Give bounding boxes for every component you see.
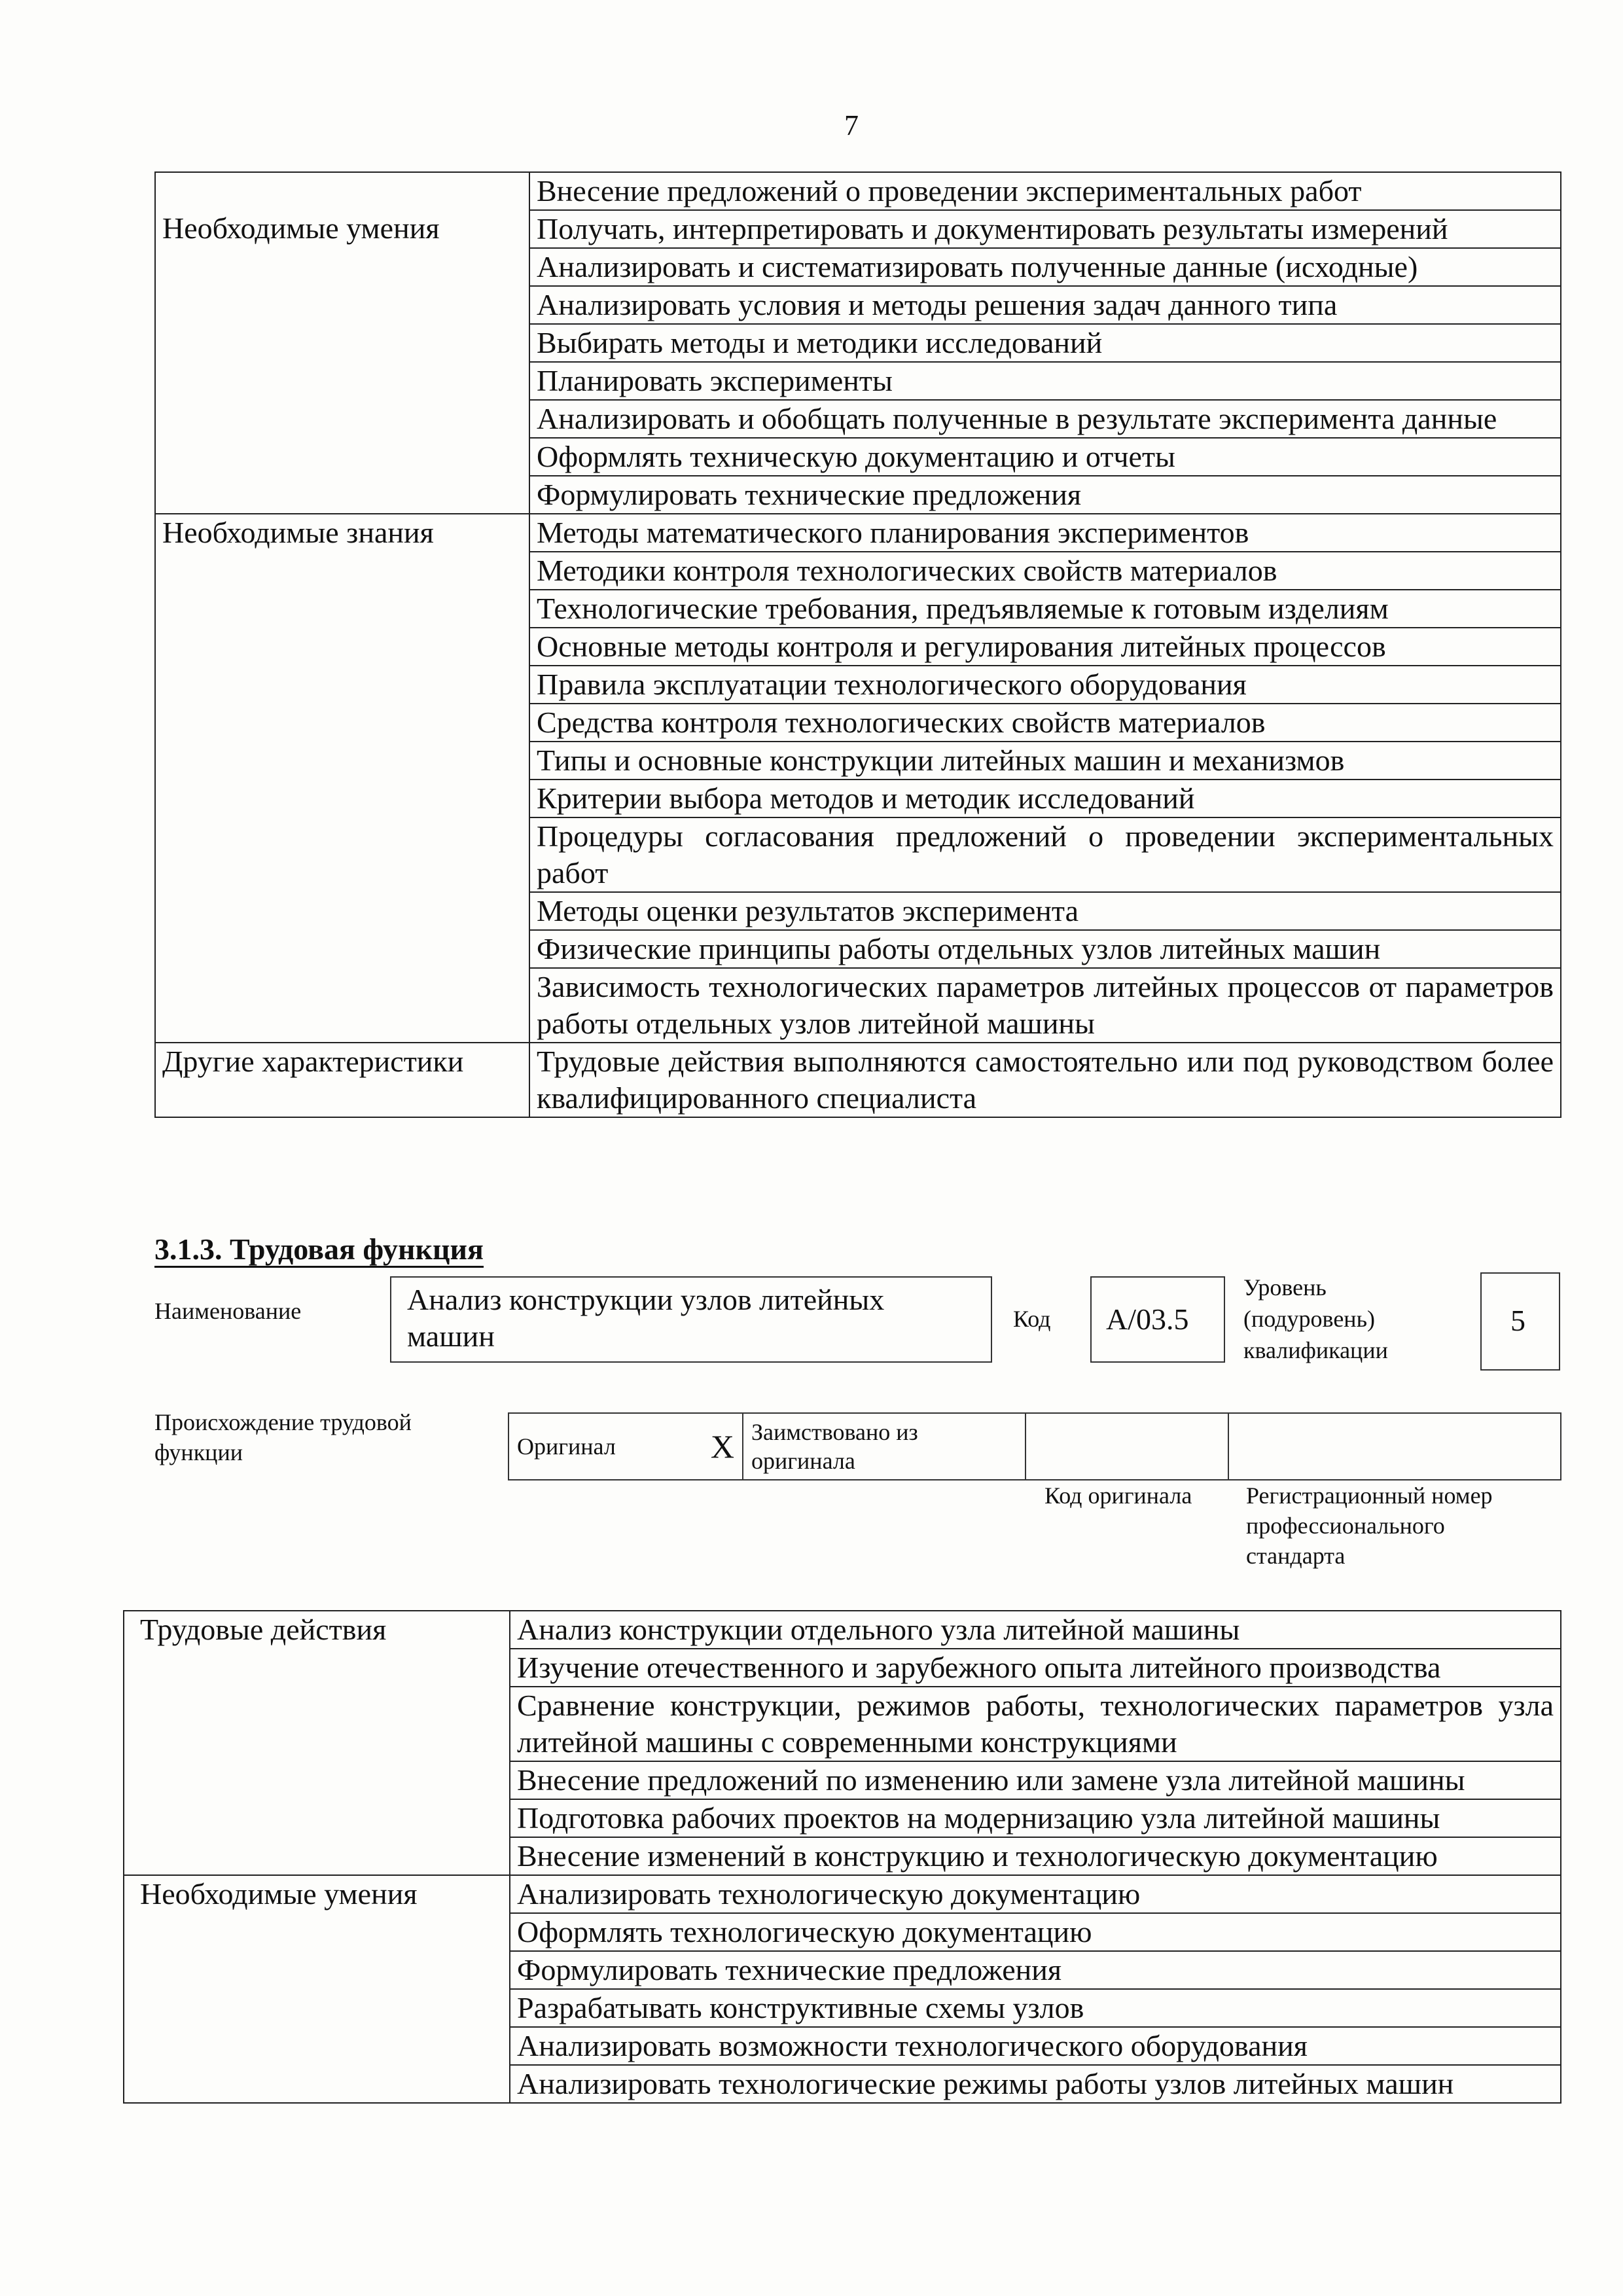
table-row: Изучение отечественного и зарубежного опыта литейного производства bbox=[510, 1649, 1561, 1687]
name-value-line2: машин bbox=[407, 1319, 495, 1353]
table-cell-empty bbox=[155, 817, 529, 892]
table-row: Критерии выбора методов и методик исследований bbox=[529, 780, 1561, 817]
table-cell-empty bbox=[155, 968, 529, 1043]
table-row: Анализировать возможности технологического оборудования bbox=[510, 2027, 1561, 2065]
table-cell-empty bbox=[124, 1913, 510, 1951]
origin-table bbox=[508, 1412, 1561, 1480]
table-row: Внесение предложений по изменению или замене узла литейной машины bbox=[510, 1761, 1561, 1799]
table-cell-empty bbox=[155, 438, 529, 476]
table-row: Основные методы контроля и регулирования литейных процессов bbox=[529, 628, 1561, 666]
code-value: A/03.5 bbox=[1106, 1302, 1189, 1336]
table-cell-empty bbox=[155, 324, 529, 362]
table-row: Анализировать технологические режимы работы узлов литейных машин bbox=[510, 2065, 1561, 2103]
table-cell-empty bbox=[155, 930, 529, 968]
table-row: Формулировать технические предложения bbox=[529, 476, 1561, 514]
reg-caption-line3: стандарта bbox=[1246, 1543, 1346, 1569]
table-cell-empty bbox=[155, 172, 529, 210]
table-row: Анализ конструкции отдельного узла литейной машины bbox=[510, 1611, 1561, 1649]
actions-label: Трудовые действия bbox=[124, 1611, 510, 1649]
table-row: Получать, интерпретировать и документировать результаты измерений bbox=[529, 210, 1561, 248]
origin-label-line1: Происхождение трудовой bbox=[154, 1409, 412, 1435]
skills-label: Необходимые умения bbox=[124, 1875, 510, 1913]
table-cell-empty bbox=[155, 666, 529, 704]
table-cell-empty bbox=[155, 780, 529, 817]
table-row: Средства контроля технологических свойств материалов bbox=[529, 704, 1561, 742]
requirements-table-1 bbox=[154, 171, 1561, 1118]
table-cell-empty bbox=[124, 1649, 510, 1687]
reg-number-cell bbox=[1228, 1413, 1561, 1480]
table-cell-empty bbox=[155, 362, 529, 400]
table-row: Планировать эксперименты bbox=[529, 362, 1561, 400]
table-cell-empty bbox=[155, 286, 529, 324]
level-label-line2: (подуровень) bbox=[1243, 1306, 1375, 1332]
table-row: Анализировать технологическую документацию bbox=[510, 1875, 1561, 1913]
table-cell-empty bbox=[155, 248, 529, 286]
name-box bbox=[390, 1276, 992, 1363]
borrowed-label-line2: оригинала bbox=[751, 1448, 855, 1474]
table-row: Выбирать методы и методики исследований bbox=[529, 324, 1561, 362]
original-mark: X bbox=[710, 1428, 734, 1465]
table-row: Физические принципы работы отдельных узлов литейных машин bbox=[529, 930, 1561, 968]
other-label: Другие характеристики bbox=[155, 1043, 529, 1117]
table-cell-empty bbox=[124, 1799, 510, 1837]
level-value: 5 bbox=[1510, 1304, 1525, 1337]
requirements-table-2 bbox=[123, 1610, 1561, 2104]
code-original-caption: Код оригинала bbox=[1044, 1482, 1192, 1509]
reg-caption-line1: Регистрационный номер bbox=[1246, 1482, 1493, 1509]
table-row: Трудовые действия выполняются самостоятельно или под руководством более квалифицированного специалиста bbox=[529, 1043, 1561, 1117]
table-row: Процедуры согласования предложений о проведении экспериментальных работ bbox=[529, 817, 1561, 892]
table-cell-empty bbox=[124, 1761, 510, 1799]
table-cell-empty bbox=[124, 2065, 510, 2103]
table-cell-empty bbox=[155, 704, 529, 742]
table-row: Типы и основные конструкции литейных машин и механизмов bbox=[529, 742, 1561, 780]
borrowed-cell bbox=[743, 1413, 1026, 1480]
table-row: Методы математического планирования экспериментов bbox=[529, 514, 1561, 552]
table-row: Внесение изменений в конструкцию и технологическую документацию bbox=[510, 1837, 1561, 1875]
table-cell-empty bbox=[155, 628, 529, 666]
table-row: Зависимость технологических параметров литейных процессов от параметров работы отдельных узлов литейной машины bbox=[529, 968, 1561, 1043]
table-row: Внесение предложений о проведении экспериментальных работ bbox=[529, 172, 1561, 210]
table-cell-empty bbox=[124, 1951, 510, 1989]
name-value-line1: Анализ конструкции узлов литейных bbox=[407, 1283, 885, 1316]
reg-caption-line2: профессионального bbox=[1246, 1513, 1445, 1539]
skills-label: Необходимые умения bbox=[155, 210, 529, 248]
table-cell-empty bbox=[155, 476, 529, 514]
borrowed-label-line1: Заимствовано из bbox=[751, 1419, 918, 1445]
table-row: Формулировать технические предложения bbox=[510, 1951, 1561, 1989]
code-original-cell bbox=[1026, 1413, 1228, 1480]
knowledge-label: Необходимые знания bbox=[155, 514, 529, 552]
table-row: Анализировать и обобщать полученные в результате эксперимента данные bbox=[529, 400, 1561, 438]
section-title bbox=[154, 1232, 484, 1266]
table-row: Оформлять технологическую документацию bbox=[510, 1913, 1561, 1951]
table-row: Разрабатывать конструктивные схемы узлов bbox=[510, 1989, 1561, 2027]
table-cell-empty bbox=[124, 1837, 510, 1875]
level-label-line3: квалификации bbox=[1243, 1337, 1388, 1363]
table-row: Подготовка рабочих проектов на модернизацию узла литейной машины bbox=[510, 1799, 1561, 1837]
table-row: Сравнение конструкции, режимов работы, технологических параметров узла литейной машины с современными конструкциями bbox=[510, 1687, 1561, 1761]
table-cell-empty bbox=[155, 552, 529, 590]
table-cell-empty bbox=[155, 742, 529, 780]
page-number: 7 bbox=[844, 109, 859, 141]
table-cell-empty bbox=[155, 892, 529, 930]
table-cell-empty bbox=[155, 400, 529, 438]
origin-label-line2: функции bbox=[154, 1439, 243, 1465]
original-cell bbox=[508, 1413, 743, 1480]
section-title-text: 3.1.3. Трудовая функция bbox=[154, 1232, 484, 1268]
level-box bbox=[1480, 1272, 1560, 1371]
table-cell-empty bbox=[124, 1687, 510, 1761]
table-row: Правила эксплуатации технологического оборудования bbox=[529, 666, 1561, 704]
table-cell-empty bbox=[155, 590, 529, 628]
table-cell-empty bbox=[124, 1989, 510, 2027]
table-cell-empty bbox=[124, 2027, 510, 2065]
table-row: Анализировать и систематизировать полученные данные (исходные) bbox=[529, 248, 1561, 286]
table-row: Оформлять техническую документацию и отчеты bbox=[529, 438, 1561, 476]
name-label: Наименование bbox=[154, 1298, 302, 1324]
table-row: Технологические требования, предъявляемые к готовым изделиям bbox=[529, 590, 1561, 628]
table-row: Методы оценки результатов эксперимента bbox=[529, 892, 1561, 930]
table-row: Анализировать условия и методы решения задач данного типа bbox=[529, 286, 1561, 324]
level-label-line1: Уровень bbox=[1243, 1274, 1327, 1300]
code-box bbox=[1090, 1276, 1225, 1363]
table-row: Методики контроля технологических свойств материалов bbox=[529, 552, 1561, 590]
original-label: Оригинал bbox=[517, 1433, 616, 1460]
code-label: Код bbox=[1013, 1306, 1051, 1332]
